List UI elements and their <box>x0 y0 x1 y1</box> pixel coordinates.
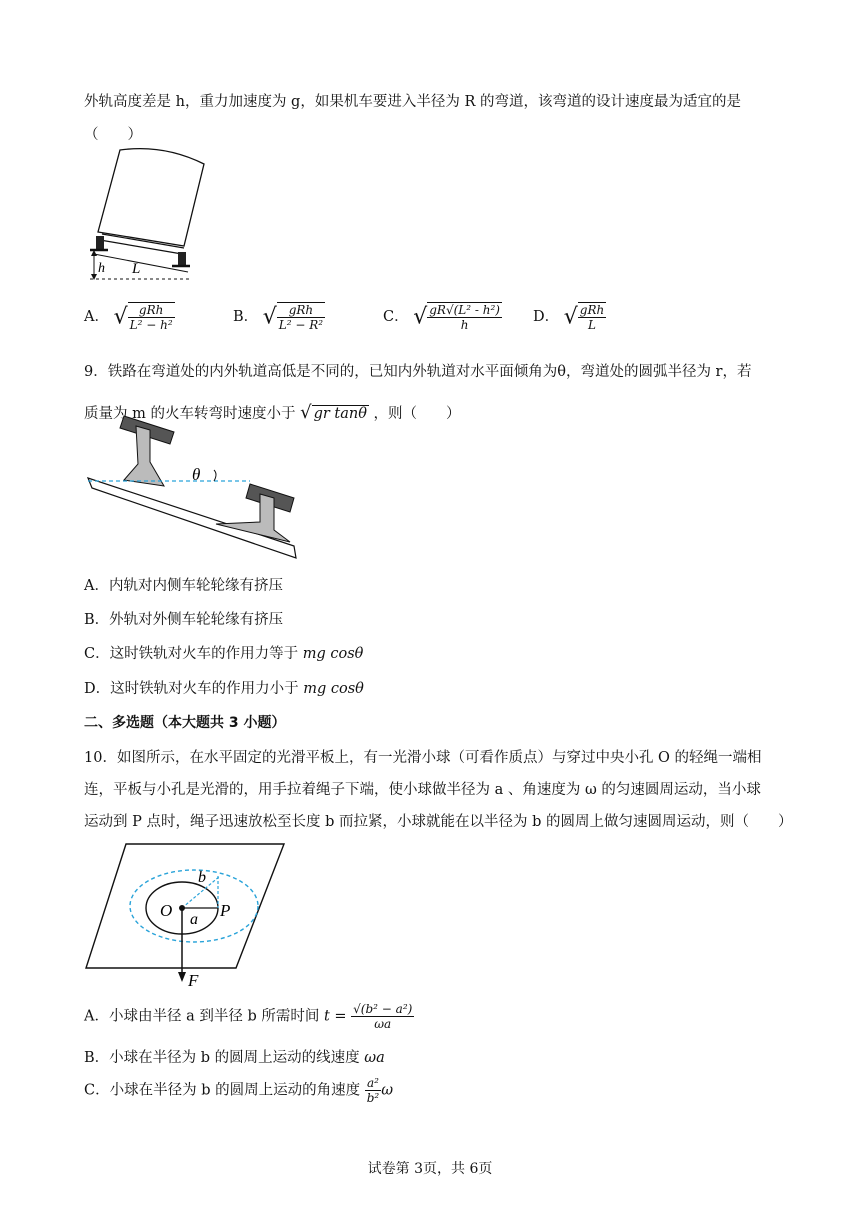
q8-train-figure <box>84 146 214 284</box>
q9-stem-line2: 质量为 m 的火车转弯时速度小于 √ gr tanθ ，则（ ） <box>84 402 461 423</box>
q8-option-d[interactable]: D． √ $\frac{\text{gRh}}{L}$ <box>533 303 605 332</box>
q10-option-c[interactable]: C．小球在半径为 b 的圆周上运动的角速度 $\frac{\text{a²}}{\text{b²}}$ ω <box>84 1076 394 1105</box>
q8-option-c[interactable]: C． √ $\frac{\text{gR√(L² - h²)}}{h}$ <box>383 303 500 332</box>
q10-option-a[interactable]: A．小球由半径 a 到半径 b 所需时间 t = $\frac{\text{√(b² − a²)}}{\omega a}$ <box>84 1002 413 1031</box>
q9-rail-figure <box>84 412 302 562</box>
q9-option-d[interactable]: D．这时铁轨对火车的作用力小于 mg cosθ <box>84 681 364 697</box>
q10-label-O: O <box>160 901 173 920</box>
q9-stem-line1: 9．铁路在弯道处的内外轨道高低是不同的，已知内外轨道对水平面倾角为θ，弯道处的圆弧半径为 r，若 <box>84 364 752 380</box>
q9-option-b[interactable]: B．外轨对外侧车轮轮缘有挤压 <box>84 612 284 628</box>
q10-option-b[interactable]: B．小球在半径为 b 的圆周上运动的线速度 ωa <box>84 1050 385 1066</box>
q10-label-P: P <box>220 901 231 920</box>
q8-answer-blank: （ ） <box>84 127 142 143</box>
q8-label-L: L <box>132 261 141 277</box>
q9-option-a[interactable]: A．内轨对内侧车轮轮缘有挤压 <box>84 578 283 594</box>
q9-option-c[interactable]: C．这时铁轨对火车的作用力等于 mg cosθ <box>84 646 364 662</box>
q10-label-a: a <box>190 911 198 928</box>
section-multiple-choice-title: 二、多选题（本大题共 3 小题） <box>84 715 286 731</box>
q10-stem-line3: 运动到 P 点时，绳子迅速放松至长度 b 而拉紧，小球就能在以半径为 b 的圆周上做匀速圆周运动，则（ ） <box>84 814 793 830</box>
q9-speed-expression: gr tanθ <box>313 406 367 422</box>
q8-option-b[interactable]: B． √ $\frac{\text{gRh}}{\text{L² − R²}}$ <box>233 303 324 332</box>
q8-option-a[interactable]: A． √ $\frac{\text{gRh}}{\text{L² − h²}}$ <box>84 303 173 332</box>
page-footer: 试卷第 3页，共 6页 <box>367 1161 493 1177</box>
q8-label-h: h <box>98 261 105 276</box>
q9-label-theta: θ <box>192 465 201 484</box>
q10-plate-figure <box>84 840 290 990</box>
q10-stem-line2: 连，平板与小孔是光滑的，用手拉着绳子下端，使小球做半径为 a 、角速度为 ω 的匀速圆周运动，当小球 <box>84 782 761 798</box>
q10-stem-line1: 10．如图所示，在水平固定的光滑平板上，有一光滑小球（可看作质点）与穿过中央小孔 O 的轻绳一端相 <box>84 750 762 766</box>
q10-label-b: b <box>198 869 206 886</box>
q10-label-F: F <box>188 971 199 990</box>
q8-stem-line1: 外轨高度差是 h，重力加速度为 g，如果机车要进入半径为 R 的弯道，该弯道的设计速度最为适宜的是 <box>84 94 741 110</box>
